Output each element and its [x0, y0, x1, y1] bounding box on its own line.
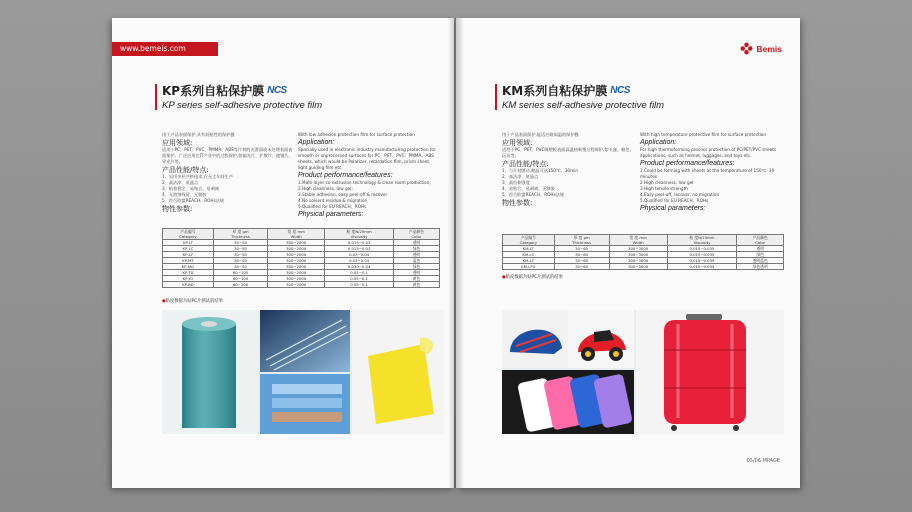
- kp-spec-table: [162, 228, 440, 288]
- km-app-title-cn: 应用领域:: [502, 139, 533, 147]
- km-spec-table: [502, 234, 784, 270]
- page-number: 05/06 MPAGE: [746, 458, 780, 464]
- table-header-cell: 宽 度 mm Width: [609, 235, 667, 246]
- table-cell: 300~2000: [268, 252, 325, 258]
- table-cell: 黄色: [393, 276, 439, 282]
- km-en-column: [640, 132, 784, 213]
- title-accent-bar: [155, 84, 157, 110]
- table-cell: 30~50: [213, 252, 267, 258]
- table-cell: 绿色: [737, 252, 784, 258]
- bemis-logo-text: Bemis: [756, 43, 782, 54]
- table-cell: KP-LF: [163, 252, 214, 258]
- km-intro-cn: 用于产品表面保护,能适应耐高温的保护膜: [502, 132, 579, 137]
- table-cell: KM-LF: [503, 258, 555, 264]
- table-cell: KM-LT: [503, 246, 555, 252]
- list-item: 1.Could be forming with sheets at the temperature of 150℃, 30 minutes: [640, 168, 775, 179]
- bemis-logo: [740, 42, 782, 55]
- list-item: 3.High tensile strength: [640, 186, 688, 191]
- table-cell: 透明蓝色: [737, 258, 784, 264]
- list-item: 2、高洁净、低晶点: [162, 180, 199, 185]
- kp-perf-list-en: [298, 180, 438, 210]
- km-product-photos: [502, 310, 784, 434]
- kp-param-title-en: Physical parameters:: [298, 211, 364, 218]
- km-title-en: KM series self-adhesive protective film: [502, 100, 665, 111]
- table-cell: 透明: [393, 252, 439, 258]
- kp-intro-en: With low adhesion protection film for surface protection: [298, 132, 415, 137]
- table-cell: 30~60: [554, 258, 609, 264]
- table-cell: 60~100: [213, 276, 267, 282]
- list-item: 2.High cleanness, low gel;: [298, 186, 353, 191]
- kp-product-photos: [162, 310, 444, 434]
- table-cell: 透明: [393, 270, 439, 276]
- table-header-cell: 产品编号 Category: [503, 235, 555, 246]
- table-cell: KP-LC: [163, 246, 214, 252]
- table-cell: 绿色透明: [737, 264, 784, 270]
- table-cell: 300~2000: [268, 282, 325, 288]
- table-cell: 0.015~0.035: [667, 252, 737, 258]
- table-cell: 30~50: [213, 240, 267, 246]
- km-intro-en: With high temperature protective film for surface protection: [640, 132, 767, 137]
- list-item: 3.Stable adhesion, easy peel-off & recover: [298, 192, 388, 197]
- km-perf-title-cn: 产品性能/特点:: [502, 160, 549, 168]
- right-page: [456, 18, 800, 488]
- list-item: 1、采用多层共挤技术,在无尘车间生产: [162, 174, 233, 179]
- list-item: 4、易贴合、易剥离、无移胶: [502, 186, 555, 191]
- list-item: 5、符合欧盟REACH、ROHs法规: [162, 198, 225, 203]
- list-item: 3、高拉伸强度: [502, 180, 530, 185]
- table-cell: 0.05~0.1: [325, 276, 394, 282]
- list-item: 3、粘着稳定、易贴合、易剥离: [162, 186, 220, 191]
- table-header-cell: 产品颜色 Color: [393, 229, 439, 240]
- ncs-logo: NCS: [610, 85, 630, 96]
- table-header-cell: 厚 度 μm Thickness: [554, 235, 609, 246]
- kp-title-block: [162, 82, 322, 111]
- table-cell: 30~60: [554, 246, 609, 252]
- list-item: 2、高洁净、低晶点: [502, 174, 539, 179]
- table-cell: 0.03~0.04: [325, 258, 394, 264]
- table-header-cell: 产品编号 Category: [163, 229, 214, 240]
- table-cell: 0.015~0.035: [667, 258, 737, 264]
- list-item: 4、无溶剂残留、无移胶: [162, 192, 207, 197]
- kp-app-title-cn: 应用领域:: [162, 139, 193, 147]
- list-item: 5.Qualified for EU REACH、ROHs: [640, 198, 709, 203]
- km-app-title-en: Application:: [640, 139, 677, 146]
- title-accent-bar: [495, 84, 497, 110]
- table-cell: 30~50: [213, 264, 267, 270]
- kp-en-column: [298, 132, 438, 219]
- km-title-block: [502, 82, 664, 111]
- table-cell: 0.015~0.03: [325, 246, 394, 252]
- table-cell: KP-YO: [163, 276, 214, 282]
- table-cell: 300~2000: [268, 240, 325, 246]
- table-cell: 60~100: [213, 270, 267, 276]
- table-cell: 300~3000: [609, 252, 667, 258]
- table-cell: 300~2000: [268, 270, 325, 276]
- list-item: 5.Qualified for EU REACH、ROHs: [298, 204, 367, 209]
- table-cell: KM-LC: [503, 252, 555, 258]
- table-cell: 透明: [737, 246, 784, 252]
- table-header-cell: 宽 度 mm Width: [268, 229, 325, 240]
- list-item: 1、与片材随动,耐温可达150℃、30min: [502, 168, 578, 173]
- table-cell: 0.015~0.03: [325, 240, 394, 246]
- table-header-cell: 粘 度N/25mm Viscosity: [667, 235, 737, 246]
- km-note: ●粘度数据为贴PC片测试的结果: [502, 275, 563, 280]
- table-cell: KP-MT: [163, 258, 214, 264]
- kp-title-en: KP series self-adhesive protective film: [162, 100, 323, 111]
- km-app-text-cn: 适用于PC、PET、PVC吸塑板表面高温热吸塑过程保护,如头盔、箱包、玩具等。: [502, 147, 634, 158]
- table-row: [163, 282, 440, 288]
- list-item: 5、符合欧盟REACH、ROHs法规: [502, 192, 565, 197]
- left-page: [112, 18, 454, 488]
- table-cell: 30~60: [554, 264, 609, 270]
- website-band[interactable]: www.bemeis.com: [112, 42, 218, 56]
- kp-app-title-en: Application:: [298, 139, 335, 146]
- km-perf-title-en: Product performance/features:: [640, 160, 735, 167]
- list-item: 4.Easy peel-off, recover, no migration: [640, 192, 720, 197]
- table-cell: 0.05~0.1: [325, 282, 394, 288]
- kp-param-title-cn: 物性参数:: [162, 205, 193, 213]
- km-app-text-en: For high thermoforming process protection of PC/PET/PVC sheets applications, such as helmet, luggages, and toys etc.: [640, 147, 777, 158]
- kp-intro-cn: 用于产品表面保护,具有低粘性的保护膜: [162, 132, 235, 137]
- table-cell: 0.015~0.035: [667, 264, 737, 270]
- kp-title-cn: KP系列自粘保护膜 NCS: [162, 84, 287, 98]
- table-cell: 300~2000: [268, 246, 325, 252]
- table-cell: 30~50: [213, 246, 267, 252]
- table-header-cell: 厚 度 μm Thickness: [213, 229, 267, 240]
- table-cell: 300~3000: [609, 246, 667, 252]
- km-perf-list-en: [640, 168, 784, 204]
- km-cn-column: [502, 132, 634, 207]
- table-cell: 60~100: [213, 282, 267, 288]
- table-cell: 透明: [393, 240, 439, 246]
- kp-app-text-cn: 适用于PC、PET、PVC、PMMA、ABS等片材的光滑面或未处理表面表面保护。广泛应用在IT产业中的过程保护,如偏光片、扩散片、棱镜片、导光片等。: [162, 147, 293, 164]
- table-cell: 300~2000: [268, 276, 325, 282]
- table-cell: 30~60: [554, 252, 609, 258]
- kp-app-text-en: Specially used in electronic industry manufacturing protection for smooth or unprocessed surfaces for PC、PET、PVC、PMMA、ABS sheets, which would be Polarizer, retardation film, prism sheet, light guiding film etc.: [298, 147, 436, 170]
- table-cell: 0.015~0.035: [667, 246, 737, 252]
- table-cell: 0.05~0.1: [325, 270, 394, 276]
- list-item: 1.Multi-layer co-extrusion technology & clean room production;: [298, 180, 431, 185]
- table-cell: 0.030~0.04: [325, 264, 394, 270]
- km-param-title-en: Physical parameters:: [640, 205, 706, 212]
- table-cell: 300~2000: [268, 264, 325, 270]
- table-row: [503, 264, 784, 270]
- table-cell: KP-MG: [163, 264, 214, 270]
- table-cell: KP-TD: [163, 270, 214, 276]
- km-param-title-cn: 物性参数:: [502, 199, 533, 207]
- bemis-logo-icon: [740, 42, 753, 55]
- table-header-cell: 粘 度N/25mm Viscosity: [325, 229, 394, 240]
- table-cell: 30~50: [213, 258, 267, 264]
- km-perf-list-cn: [502, 168, 634, 198]
- table-cell: 300~3000: [609, 258, 667, 264]
- table-cell: 绿色: [393, 264, 439, 270]
- kp-note: ●粘度数据为贴PC片测试的结果: [162, 299, 223, 304]
- kp-perf-title-en: Product performance/features:: [298, 172, 393, 179]
- kp-perf-title-cn: 产品性能/特点:: [162, 166, 209, 174]
- kp-cn-column: [162, 132, 294, 213]
- kp-photo-panel: [162, 310, 444, 434]
- table-header-cell: 产品颜色 Color: [737, 235, 784, 246]
- table-cell: KM-LFG: [503, 264, 555, 270]
- kp-perf-list-cn: [162, 174, 294, 204]
- table-cell: 300~3000: [609, 264, 667, 270]
- table-cell: 300~2000: [268, 258, 325, 264]
- table-cell: 绿色: [393, 246, 439, 252]
- list-item: 4.No solvent residue & migration: [298, 198, 368, 203]
- table-cell: KP-BD: [163, 282, 214, 288]
- table-cell: 黄色: [393, 282, 439, 288]
- table-cell: 0.03~0.04: [325, 252, 394, 258]
- km-photo-panel: [502, 310, 784, 434]
- table-cell: KP-LT: [163, 240, 214, 246]
- table-cell: 蓝色: [393, 258, 439, 264]
- km-title-cn: KM系列自粘保护膜 NCS: [502, 84, 630, 98]
- list-item: 2.High cleanness, low gel: [640, 180, 694, 185]
- ncs-logo: NCS: [267, 85, 287, 96]
